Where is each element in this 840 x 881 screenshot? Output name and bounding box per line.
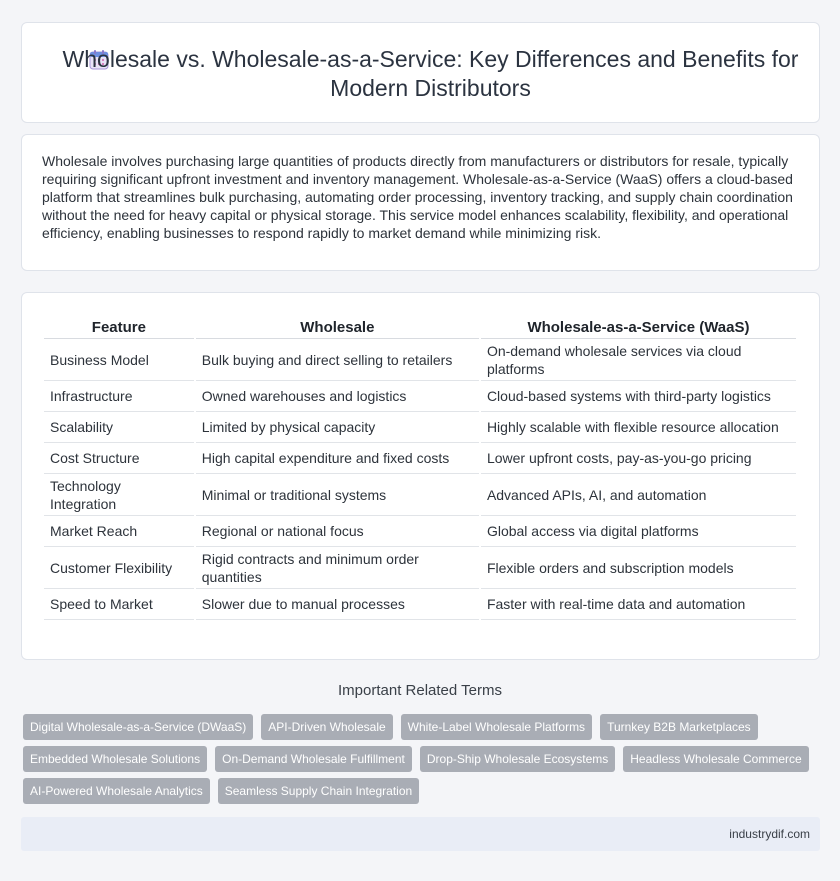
feature-cell: Business Model — [44, 339, 194, 381]
feature-cell: Cost Structure — [44, 443, 194, 474]
table-row — [44, 474, 796, 516]
related-term-tag[interactable]: On-Demand Wholesale Fulfillment — [215, 746, 412, 772]
table-row — [44, 589, 796, 620]
comparison-table-card — [21, 292, 820, 660]
feature-cell: Scalability — [44, 412, 194, 443]
table-row — [44, 339, 796, 381]
feature-cell: Customer Flexibility — [44, 547, 194, 589]
header-feature: Feature — [44, 315, 194, 339]
related-term-tag[interactable]: Digital Wholesale-as-a-Service (DWaaS) — [23, 714, 253, 740]
waas-cell: Global access via digital platforms — [481, 516, 796, 547]
wholesale-cell: Slower due to manual processes — [196, 589, 479, 620]
related-terms-list — [23, 714, 813, 804]
waas-cell: Flexible orders and subscription models — [481, 547, 796, 589]
footer-site-link[interactable]: industrydif.com — [729, 827, 810, 841]
table-row — [44, 516, 796, 547]
table-header-row — [44, 315, 796, 339]
header-wholesale: Wholesale — [196, 315, 479, 339]
waas-cell: Highly scalable with flexible resource allocation — [481, 412, 796, 443]
table-row — [44, 547, 796, 589]
related-term-tag[interactable]: Headless Wholesale Commerce — [623, 746, 808, 772]
related-term-tag[interactable]: API-Driven Wholesale — [261, 714, 392, 740]
related-term-tag[interactable]: Seamless Supply Chain Integration — [218, 778, 419, 804]
page-title: Wholesale vs. Wholesale-as-a-Service: Key Differences and Benefits for Modern Distributors — [62, 46, 799, 101]
related-term-tag[interactable]: Embedded Wholesale Solutions — [23, 746, 207, 772]
waas-cell: Lower upfront costs, pay-as-you-go pricing — [481, 443, 796, 474]
related-term-tag[interactable]: White-Label Wholesale Platforms — [401, 714, 592, 740]
wholesale-cell: Owned warehouses and logistics — [196, 381, 479, 412]
feature-cell: Technology Integration — [44, 474, 194, 516]
feature-cell: Market Reach — [44, 516, 194, 547]
intro-paragraph: Wholesale involves purchasing large quantities of products directly from manufacturers or distributors for resale, typically requiring significant upfront investment and inventory management. Wholesale-as-a-Service (WaaS) offers a cloud-based platform that streamlines bulk purchasing, automating order processing, inventory tracking, and supply chain coordination without the need for heavy capital or physical storage. This service model enhances scalability, flexibility, and operational efficiency, enabling businesses to respond rapidly to market demand while minimizing risk. — [42, 153, 793, 241]
feature-cell: Infrastructure — [44, 381, 194, 412]
intro-card — [21, 134, 820, 271]
wholesale-cell: Regional or national focus — [196, 516, 479, 547]
comparison-table — [42, 315, 798, 620]
related-term-tag[interactable]: Turnkey B2B Marketplaces — [600, 714, 758, 740]
table-row — [44, 381, 796, 412]
waas-cell: Faster with real-time data and automation — [481, 589, 796, 620]
waas-cell: On-demand wholesale services via cloud platforms — [481, 339, 796, 381]
wholesale-cell: High capital expenditure and fixed costs — [196, 443, 479, 474]
wholesale-cell: Rigid contracts and minimum order quantities — [196, 547, 479, 589]
wholesale-cell: Bulk buying and direct selling to retailers — [196, 339, 479, 381]
header-waas: Wholesale-as-a-Service (WaaS) — [481, 315, 796, 339]
related-terms-heading: Important Related Terms — [338, 682, 502, 699]
wholesale-cell: Minimal or traditional systems — [196, 474, 479, 516]
table-row — [44, 443, 796, 474]
title-card — [21, 22, 820, 123]
footer-bar — [21, 817, 820, 851]
related-term-tag[interactable]: Drop-Ship Wholesale Ecosystems — [420, 746, 615, 772]
table-row — [44, 412, 796, 443]
waas-cell: Cloud-based systems with third-party logistics — [481, 381, 796, 412]
feature-cell: Speed to Market — [44, 589, 194, 620]
related-term-tag[interactable]: AI-Powered Wholesale Analytics — [23, 778, 210, 804]
waas-cell: Advanced APIs, AI, and automation — [481, 474, 796, 516]
wholesale-cell: Limited by physical capacity — [196, 412, 479, 443]
